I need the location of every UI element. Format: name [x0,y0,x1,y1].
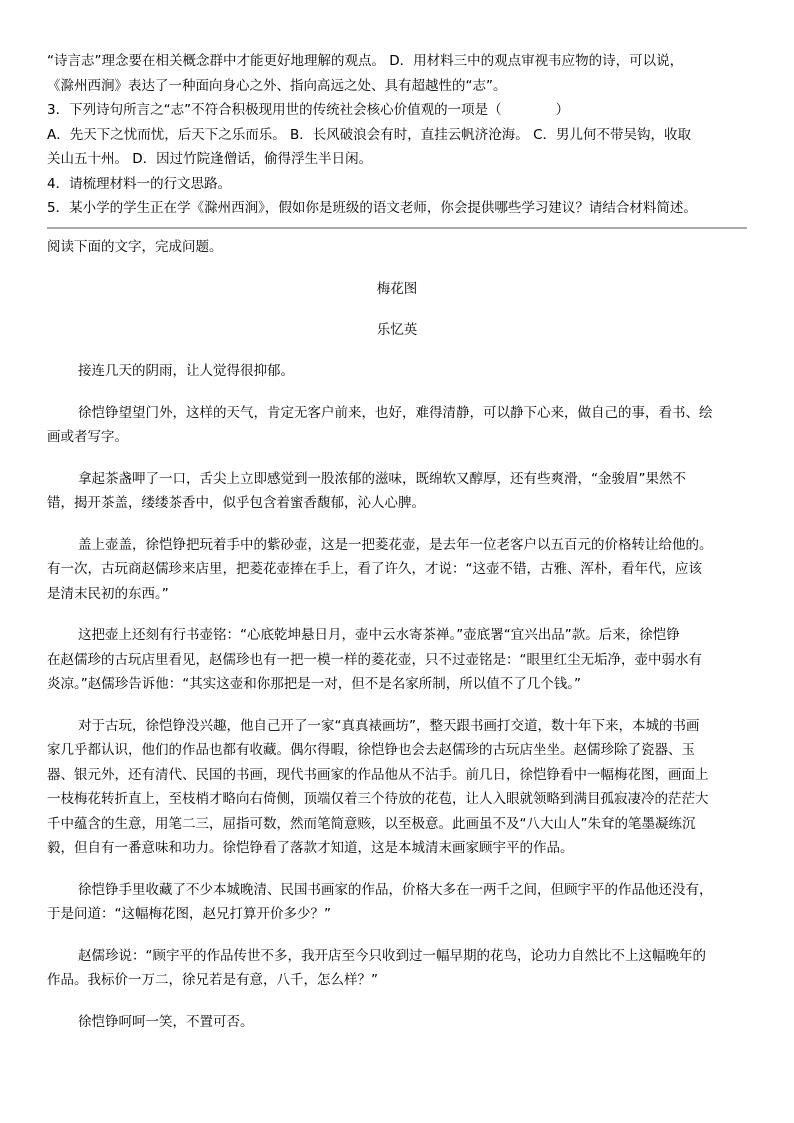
story-line: 画或者写字。 [47,429,128,445]
story-paragraph [47,944,747,993]
story-line: 家几乎都认识，他们的作品也都有收藏。偶尔得暇，徐恺铮也会去赵儒珍的古玩店坐坐。赵儒珍除了瓷器、玉 [47,742,695,758]
story-line: 这把壶上还刻有行书壶铭：“心底乾坤悬日月，壶中云水寄茶禅。”壶底署“宜兴出品”款。后来，徐恺铮 [78,627,680,643]
story-line: 一枝梅花转折直上，至枝梢才略向右倚侧，顶端仅着三个待放的花苞，让人入眼就领略到满目孤寂凄冷的茫茫大 [47,791,709,807]
story-line: 拿起茶盏呷了一口，舌尖上立即感觉到一股浓郁的滋味，既绵软又醇厚，还有些爽滑，“金骏眉”果然不 [78,470,686,487]
question-3-options: 关山五十州。 D．因过竹院逢僧话，偷得浮生半日闲。 [47,151,373,167]
story-line: 是清末民初的东西。” [47,585,169,602]
reading-instruction: 阅读下面的文字，完成问题。 [47,239,223,255]
story-line: 作品。我标价一万二，徐兄若是有意，八千，怎么样？” [47,972,378,988]
story-paragraph [47,623,747,697]
story-line: 盖上壶盖，徐恺铮把玩着手中的紫砂壶，这是一把菱花壶，是去年一位老客户以五百元的价格转让给他的。 [78,536,713,553]
story-body [47,359,747,1051]
story-line: 千中蕴含的生意，用笔二三，屈指可数，然而笔简意赅，以至极意。此画虽不及“八大山人”朱耷的笔墨凝练沉 [47,815,696,832]
question-line: “诗言志”理念要在相关概念群中才能更好地理解的观点。 D．用材料三中的观点审视韦应物的诗，可以说， [47,53,684,69]
story-line: 徐恺铮呵呵一笑，不置可否。 [78,1013,254,1030]
story-line: 徐恺铮望望门外，这样的天气，肯定无客户前来，也好，难得清静，可以静下心来，做自己的事，看书、绘 [78,404,713,421]
story-paragraph [47,533,747,607]
question-section [47,49,747,221]
story-paragraph [47,467,747,516]
question-4: 4．请梳理材料一的行文思路。 [47,175,232,192]
story-paragraph [47,878,747,927]
story-paragraph [47,714,747,861]
story-paragraph [47,401,747,450]
story-line: 徐恺铮手里收藏了不少本城晚清、民国书画家的作品，价格大多在一两千之间，但顾宇平的作品他还没有， [78,881,713,898]
story-author: 乐忆英 [376,322,418,338]
story-paragraph [47,359,747,384]
story-paragraph [47,1010,747,1035]
story-title: 梅花图 [376,281,418,297]
story-line: 对于古玩，徐恺铮没兴趣，他自己开了一家“真真裱画坊”，整天跟书画打交道，数十年下来，本城的书画 [78,717,700,734]
story-line: 错，揭开茶盖，缕缕茶香中，似乎包含着蜜香馥郁，沁人心脾。 [47,495,425,511]
story-line: 接连几天的阴雨，让人觉得很抑郁。 [78,363,294,379]
question-5: 5．某小学的学生正在学《滁州西涧》，假如你是班级的语文老师，你会提供哪些学习建议？请结合材料简述。 [47,200,697,216]
question-3: 3．下列诗句所言之“志”不符合积极现用世的传统社会核心价值观的一项是（ ） [47,102,570,118]
section-divider [47,227,747,229]
story-line: 毅，但自有一番意味和功力。徐恺铮看了落款才知道，这是本城清末画家顾宇平的作品。 [47,840,574,856]
story-line: 有一次，古玩商赵儒珍来店里，把菱花壶捧在手上，看了许久，才说：“这壶不错，古雅、浑朴，看年代，应该 [47,561,702,577]
question-3-options: A．先天下之忧而忧，后天下之乐而乐。 B．长风破浪会有时，直挂云帆济沧海。 C．男儿何不带吴钩，收取 [47,126,692,143]
story-line: 赵儒珍说：“顾宇平的作品传世不多，我开店至今只收到过一幅早期的花鸟，论功力自然比不上这幅晚年的 [78,947,706,964]
story-line: 器、银元外，还有清代、民国的书画，现代书画家的作品他从不沾手。前几日，徐恺铮看中一幅梅花图，画面上 [47,766,709,783]
story-line: 于是问道：“这幅梅花图，赵兄打算开价多少？” [47,906,331,922]
question-line: 《滁州西涧》表达了一种面向身心之外、指向高远之处、具有超越性的“志”。 [47,77,507,94]
story-line: 炎凉。”赵儒珍告诉他：“其实这壶和你那把是一对，但不是名家所制，所以值不了几个钱。” [47,676,581,692]
story-line: 在赵儒珍的古玩店里看见，赵儒珍也有一把一模一样的菱花壶，只不过壶铭是：“眼里红尘无垢净，壶中弱水有 [47,651,702,668]
